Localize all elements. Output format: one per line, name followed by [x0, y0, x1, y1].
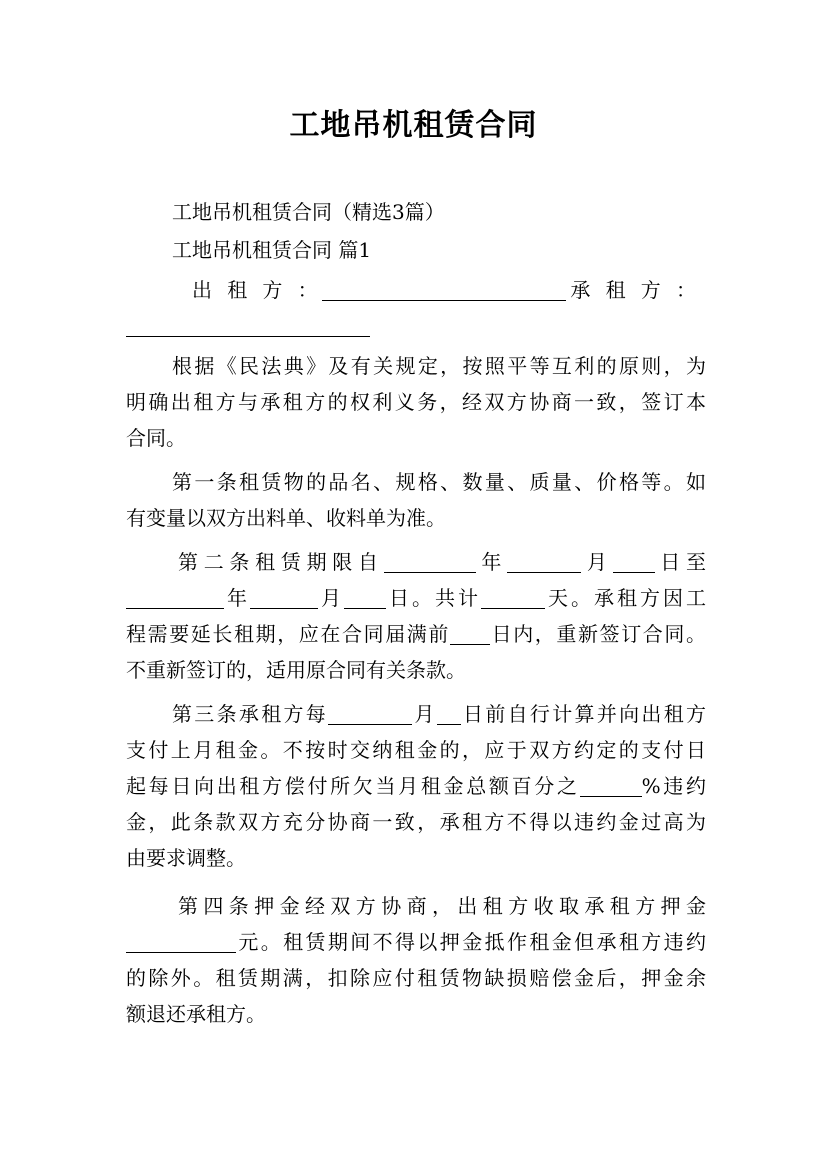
end-month-blank — [250, 586, 318, 609]
rent-day-blank — [437, 702, 461, 725]
article3-line — [172, 696, 706, 732]
start-year-blank — [384, 550, 476, 573]
article4-line: 的除外。租赁期满，扣除应付租赁物缺损赔偿金后，押金余 — [126, 966, 706, 990]
party-line — [192, 272, 696, 308]
article3-text: 起每日向出租方偿付所欠当月租金总额百分之 — [126, 774, 580, 798]
end-day-blank — [344, 586, 386, 609]
article3-line: 由要求调整。 — [126, 846, 246, 870]
article4-line — [126, 924, 706, 960]
article2-line — [126, 580, 706, 616]
article2-text: 年 — [224, 586, 250, 610]
article2-text: 日内，重新签订合同。 — [490, 622, 706, 646]
article4-line: 第四条押金经双方协商，出租方收取承租方押金 — [178, 894, 706, 918]
article2-line — [178, 544, 706, 580]
article4-text: 元。租赁期间不得以押金抵作租金但承租方违约 — [236, 930, 706, 954]
article2-text: 月 — [581, 550, 613, 574]
penalty-percent-blank — [580, 774, 642, 797]
article3-line — [126, 768, 706, 804]
total-days-blank — [481, 586, 545, 609]
article3-text: 第三条承租方每 — [172, 702, 329, 726]
article2-text: 日。共计 — [386, 586, 481, 610]
lessee-blank — [126, 314, 370, 337]
lessor-blank — [322, 278, 566, 301]
intro-line: 合同。 — [126, 426, 186, 450]
article3-line: 金，此条款双方充分协商一致，承租方不得以违约金过高为 — [126, 810, 706, 834]
subtitle: 工地吊机租赁合同（精选3篇） — [172, 200, 445, 224]
rent-month-blank — [328, 702, 412, 725]
lessee-blank-line — [126, 308, 706, 344]
section-heading: 工地吊机租赁合同 篇1 — [172, 238, 372, 262]
article2-text: 月 — [318, 586, 344, 610]
article2-text: 日至 — [654, 550, 707, 574]
article2-text: 天。承租方因工 — [545, 586, 706, 610]
article2-line: 不重新签订的，适用原合同有关条款。 — [126, 658, 466, 682]
intro-line: 根据《民法典》及有关规定，按照平等互利的原则，为 — [172, 354, 706, 378]
article3-text: 日前自行计算并向出租方 — [460, 702, 707, 726]
article2-text: 第二条租赁期限自 — [178, 550, 384, 574]
intro-line: 明确出租方与承租方的权利义务，经双方协商一致，签订本 — [126, 390, 706, 414]
article1-line: 有变量以双方出料单、收料单为准。 — [126, 506, 446, 530]
article2-text: 年 — [475, 550, 508, 574]
deposit-blank — [126, 930, 236, 953]
lessee-label: 承 租 方 ： — [566, 278, 696, 302]
article3-line: 支付上月租金。不按时交纳租金的，应于双方约定的支付日 — [126, 738, 706, 762]
document-title: 工地吊机租赁合同 — [289, 108, 538, 143]
article4-line: 额退还承租方。 — [126, 1002, 266, 1026]
lessor-label: 出 租 方 ： — [192, 278, 322, 302]
article2-line — [126, 616, 706, 652]
article1-line: 第一条租赁物的品名、规格、数量、质量、价格等。如 — [172, 470, 706, 494]
end-year-blank — [126, 586, 224, 609]
renewal-days-blank — [450, 622, 490, 645]
article2-text: 程需要延长租期，应在合同届满前 — [126, 622, 450, 646]
start-day-blank — [613, 550, 655, 573]
start-month-blank — [507, 550, 581, 573]
article3-text: %违约 — [641, 774, 706, 798]
article3-text: 月 — [412, 702, 437, 726]
